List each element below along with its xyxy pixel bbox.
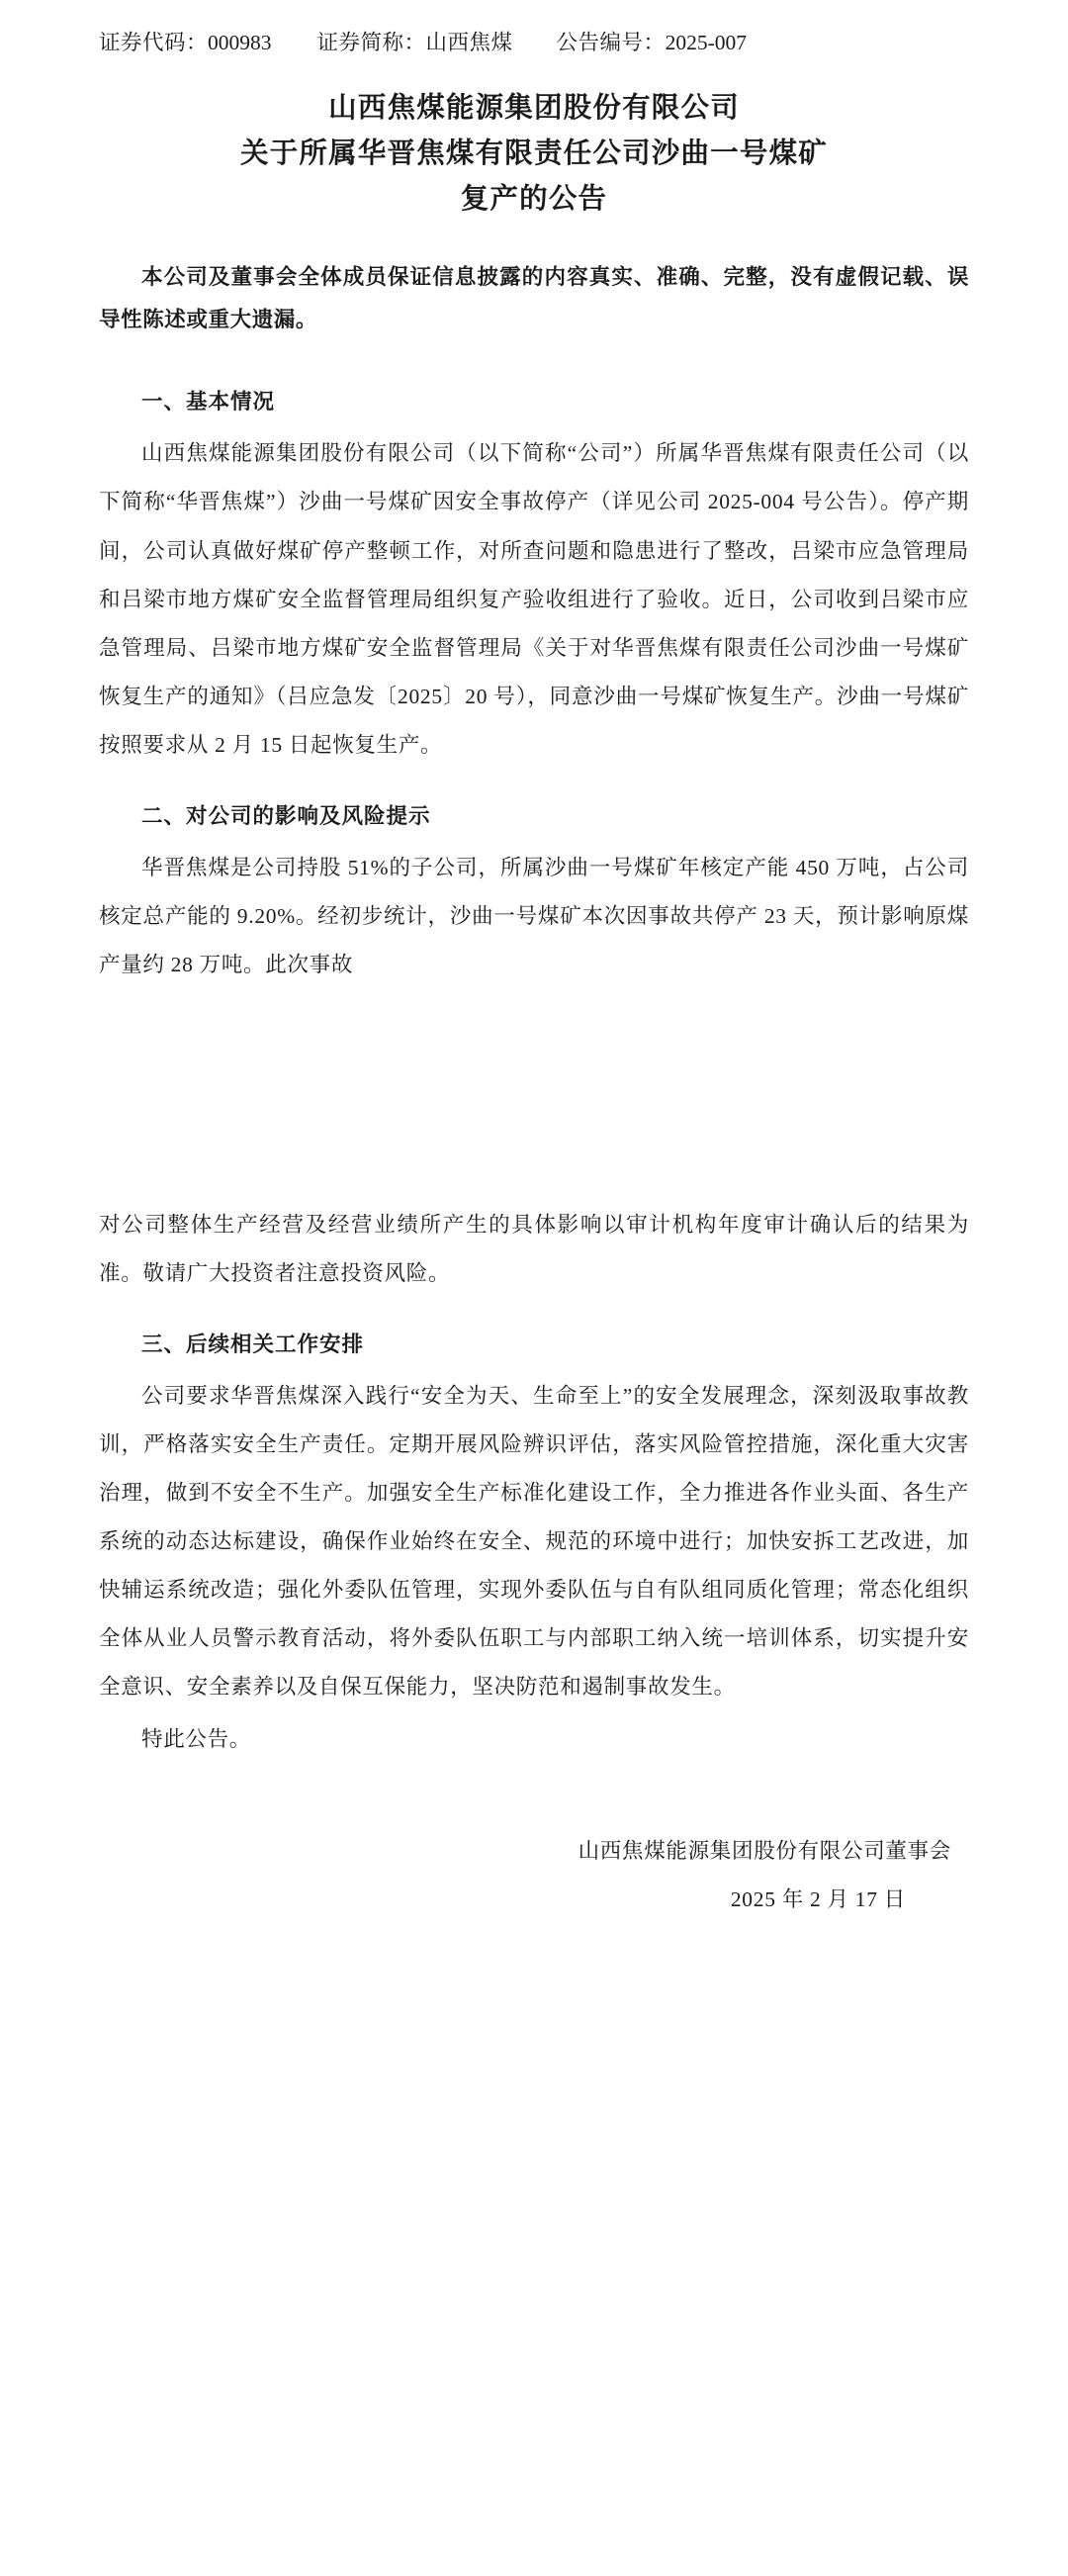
- page-title: [188, 86, 880, 223]
- section-3-paragraph-2: 特此公告。: [141, 1726, 252, 1751]
- bulletin-number-value: 2025-007: [665, 31, 747, 54]
- page-break-gap: [99, 993, 969, 1201]
- title-line-1: 山西焦煤能源集团股份有限公司: [328, 93, 740, 124]
- section-3-paragraph-1: 公司要求华晋焦煤深入践行“安全为天、生命至上”的安全发展理念，深刻汲取事故教训，严格落实安全生产责任。定期开展风险辨识评估，落实风险管控措施，深化重大灾害治理，做到不安全不生产。加强安全生产标准化建设工作，全力推进各作业头面、各生产系统的动态达标建设，确保作业始终在安全、规范的环境中进行；加快安拆工艺改进，加快辅运系统改造；强化外委队伍管理，实现外委队伍与自有队组同质化管理；常态化组织全体从业人员警示教育活动，将外委队伍职工与内部职工纳入统一培训体系，切实提升安全意识、安全素养以及自保互保能力，坚决防范和遏制事故发生。: [99, 1383, 969, 1699]
- security-shortname-value: 山西焦煤: [425, 31, 513, 54]
- section-heading-2: 二、对公司的影响及风险提示: [141, 803, 431, 828]
- section-1-paragraph-1: 山西焦煤能源集团股份有限公司（以下简称“公司”）所属华晋焦煤有限责任公司（以下简称“华晋焦煤”）沙曲一号煤矿因安全事故停产（详见公司 2025-004 号公告）。停产期间，公司认真做好煤矿停产整顿工作，对所查问题和隐患进行了整改，吕梁市应急管理局和吕梁市地方煤矿安全监督管理局组织复产验收组进行了验收。近日，公司收到吕梁市应急管理局、吕梁市地方煤矿安全监督管理局《关于对华晋焦煤有限责任公司沙曲一号煤矿恢复生产的通知》（吕应急发〔2025〕20 号），同意沙曲一号煤矿恢复生产。沙曲一号煤矿按照要求从 2 月 15 日起恢复生产。: [99, 441, 969, 757]
- security-code-value: 000983: [208, 31, 272, 54]
- signature-company: 山西焦煤能源集团股份有限公司董事会: [578, 1838, 951, 1863]
- section-2-paragraph-2: 对公司整体生产经营及经营业绩所产生的具体影响以审计机构年度审计确认后的结果为准。敬请广大投资者注意投资风险。: [99, 1212, 969, 1285]
- security-shortname-label: 证券简称：: [316, 31, 426, 54]
- disclosure-statement: 本公司及董事会全体成员保证信息披露的内容真实、准确、完整，没有虚假记载、误导性陈述或重大遗漏。: [99, 265, 969, 332]
- bulletin-number-label: 公告编号：: [556, 31, 666, 54]
- section-heading-3: 三、后续相关工作安排: [141, 1332, 365, 1356]
- signature-block: [99, 1827, 969, 1925]
- signature-date: 2025 年 2 月 17 日: [730, 1887, 906, 1912]
- title-line-3: 复产的公告: [460, 184, 608, 216]
- security-code-label: 证券代码：: [99, 31, 209, 54]
- section-heading-1: 一、基本情况: [141, 390, 276, 414]
- title-line-2: 关于所属华晋焦煤有限责任公司沙曲一号煤矿: [239, 138, 828, 170]
- document-header: [99, 26, 969, 56]
- section-2-paragraph-1: 华晋焦煤是公司持股 51%的子公司，所属沙曲一号煤矿年核定产能 450 万吨，占公司核定总产能的 9.20%。经初步统计，沙曲一号煤矿本次因事故共停产 23 天，预计影响原煤产量约 28 万吨。此次事故: [99, 855, 969, 976]
